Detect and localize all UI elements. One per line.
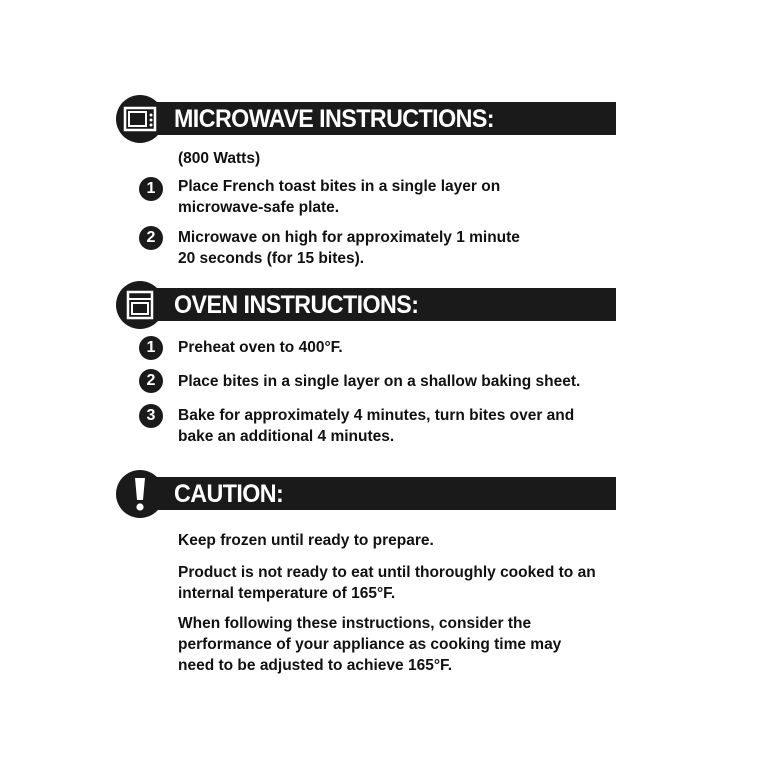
caution-section-header (116, 470, 616, 518)
oven-step-2-line-1: Place bites in a single layer on a shallow baking sheet. (178, 373, 581, 390)
microwave-step-1-line-2: microwave-safe plate. (178, 199, 340, 216)
caution-paragraph-3-line-3: need to be adjusted to achieve 165°F. (178, 657, 453, 674)
microwave-step-1-number: 1 (139, 177, 163, 201)
oven-step-3-line-1: Bake for approximately 4 minutes, turn bites over and (178, 407, 575, 424)
oven-icon (116, 281, 164, 329)
microwave-title: MICROWAVE INSTRUCTIONS: (174, 105, 494, 133)
caution-title: CAUTION: (174, 480, 284, 508)
caution-paragraph-2-line-1: Product is not ready to eat until thoroughly cooked to an (178, 564, 596, 581)
microwave-wattage: (800 Watts) (178, 150, 261, 167)
oven-section-header (116, 281, 616, 329)
microwave-step-2-number: 2 (139, 226, 163, 250)
oven-step-2-number: 2 (139, 369, 163, 393)
microwave-section-header (116, 95, 616, 143)
oven-step-1-number: 1 (139, 336, 163, 360)
microwave-step-1-line-1: Place French toast bites in a single layer on (178, 178, 501, 195)
oven-step-3-number: 3 (139, 404, 163, 428)
exclamation-icon (116, 470, 164, 518)
oven-title: OVEN INSTRUCTIONS: (174, 291, 419, 319)
caution-paragraph-2-line-2: internal temperature of 165°F. (178, 585, 396, 602)
microwave-step-2-line-2: 20 seconds (for 15 bites). (178, 250, 365, 267)
oven-step-3-line-2: bake an additional 4 minutes. (178, 428, 395, 445)
oven-step-1-line-1: Preheat oven to 400°F. (178, 339, 343, 356)
microwave-step-2-line-1: Microwave on high for approximately 1 minute (178, 229, 520, 246)
caution-paragraph-3-line-2: performance of your appliance as cooking time may (178, 636, 562, 653)
caution-paragraph-1-line-1: Keep frozen until ready to prepare. (178, 532, 434, 549)
caution-paragraph-3-line-1: When following these instructions, consider the (178, 615, 532, 632)
microwave-icon (116, 95, 164, 143)
